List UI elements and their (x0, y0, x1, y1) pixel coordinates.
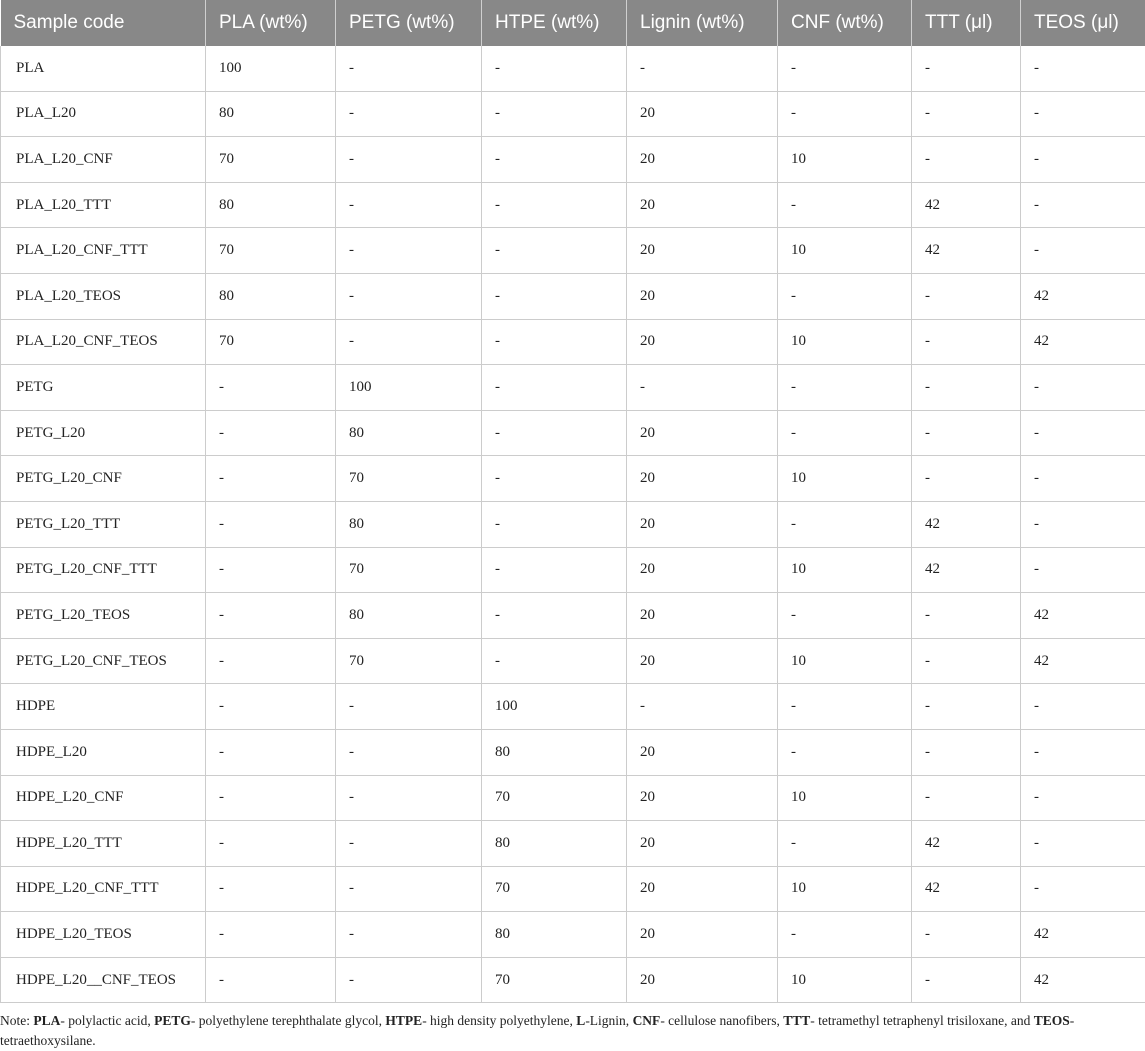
cell-ttt: - (912, 137, 1021, 183)
header-petg: PETG (wt%) (336, 0, 482, 46)
cell-cnf: 10 (778, 319, 912, 365)
cell-sample-code: PLA_L20_CNF (1, 137, 206, 183)
cell-ttt: 42 (912, 821, 1021, 867)
cell-sample-code: PETG_L20 (1, 410, 206, 456)
cell-sample-code: HDPE (1, 684, 206, 730)
table-row (1, 821, 1145, 867)
table-row (1, 46, 1145, 91)
cell-sample-code: PETG_L20_CNF (1, 456, 206, 502)
cell-htpe: - (482, 137, 627, 183)
cell-cnf: 10 (778, 137, 912, 183)
cell-cnf: 10 (778, 638, 912, 684)
cell-teos: - (1021, 137, 1145, 183)
header-sample-code: Sample code (1, 0, 206, 46)
cell-sample-code: HDPE_L20_CNF (1, 775, 206, 821)
cell-htpe: - (482, 410, 627, 456)
cell-teos: - (1021, 501, 1145, 547)
cell-cnf: - (778, 46, 912, 91)
cell-petg: 70 (336, 456, 482, 502)
cell-teos: - (1021, 410, 1145, 456)
cell-lignin: 20 (627, 957, 778, 1003)
cell-pla: 100 (206, 46, 336, 91)
table-row (1, 775, 1145, 821)
cell-petg: 70 (336, 547, 482, 593)
cell-ttt: - (912, 91, 1021, 137)
cell-cnf: - (778, 912, 912, 958)
cell-htpe: - (482, 46, 627, 91)
cell-petg: - (336, 957, 482, 1003)
cell-htpe: - (482, 593, 627, 639)
cell-cnf: - (778, 273, 912, 319)
cell-petg: - (336, 182, 482, 228)
cell-lignin: 20 (627, 638, 778, 684)
cell-petg: - (336, 273, 482, 319)
cell-sample-code: PETG_L20_TTT (1, 501, 206, 547)
table-row (1, 137, 1145, 183)
cell-ttt: 42 (912, 547, 1021, 593)
cell-htpe: 100 (482, 684, 627, 730)
cell-cnf: - (778, 410, 912, 456)
cell-cnf: 10 (778, 228, 912, 274)
table-note (0, 1011, 1135, 1051)
cell-sample-code: PLA_L20_CNF_TTT (1, 228, 206, 274)
note-definition: - cellulose nanofibers, (660, 1013, 784, 1028)
cell-teos: - (1021, 182, 1145, 228)
cell-ttt: - (912, 46, 1021, 91)
cell-sample-code: PLA_L20_CNF_TEOS (1, 319, 206, 365)
cell-teos: - (1021, 365, 1145, 411)
cell-htpe: 80 (482, 912, 627, 958)
cell-cnf: - (778, 684, 912, 730)
cell-lignin: - (627, 46, 778, 91)
cell-lignin: 20 (627, 228, 778, 274)
cell-htpe: 70 (482, 866, 627, 912)
cell-lignin: 20 (627, 729, 778, 775)
cell-lignin: - (627, 365, 778, 411)
cell-sample-code: PLA_L20_TEOS (1, 273, 206, 319)
cell-teos: - (1021, 456, 1145, 502)
cell-ttt: - (912, 273, 1021, 319)
cell-pla: - (206, 456, 336, 502)
cell-sample-code: PETG_L20_TEOS (1, 593, 206, 639)
note-definition: - tetraethoxysilane. (0, 1013, 1075, 1048)
cell-petg: - (336, 912, 482, 958)
note-definition: - polyethylene terephthalate glycol, (190, 1013, 386, 1028)
cell-cnf: 10 (778, 775, 912, 821)
cell-htpe: - (482, 638, 627, 684)
cell-lignin: 20 (627, 319, 778, 365)
cell-cnf: - (778, 821, 912, 867)
header-lignin: Lignin (wt%) (627, 0, 778, 46)
cell-ttt: 42 (912, 501, 1021, 547)
header-cnf: CNF (wt%) (778, 0, 912, 46)
cell-htpe: - (482, 91, 627, 137)
cell-pla: - (206, 866, 336, 912)
cell-htpe: - (482, 228, 627, 274)
cell-htpe: - (482, 273, 627, 319)
cell-ttt: - (912, 319, 1021, 365)
note-definition: - polylactic acid, (60, 1013, 155, 1028)
cell-pla: - (206, 821, 336, 867)
cell-ttt: - (912, 593, 1021, 639)
cell-ttt: - (912, 729, 1021, 775)
cell-teos: 42 (1021, 593, 1145, 639)
cell-petg: - (336, 319, 482, 365)
cell-sample-code: PLA (1, 46, 206, 91)
cell-sample-code: PETG_L20_CNF_TTT (1, 547, 206, 593)
cell-ttt: - (912, 456, 1021, 502)
cell-lignin: 20 (627, 137, 778, 183)
cell-htpe: - (482, 319, 627, 365)
table-row (1, 729, 1145, 775)
table-row (1, 456, 1145, 502)
note-term: L (576, 1013, 586, 1028)
cell-sample-code: HDPE_L20 (1, 729, 206, 775)
cell-ttt: - (912, 775, 1021, 821)
cell-cnf: 10 (778, 957, 912, 1003)
cell-teos: 42 (1021, 957, 1145, 1003)
cell-pla: - (206, 729, 336, 775)
cell-sample-code: PETG_L20_CNF_TEOS (1, 638, 206, 684)
cell-ttt: - (912, 912, 1021, 958)
cell-ttt: - (912, 684, 1021, 730)
table-row (1, 365, 1145, 411)
note-definition: - high density polyethylene, (422, 1013, 577, 1028)
cell-petg: - (336, 821, 482, 867)
cell-pla: 70 (206, 319, 336, 365)
cell-petg: - (336, 729, 482, 775)
cell-teos: - (1021, 547, 1145, 593)
header-htpe: HTPE (wt%) (482, 0, 627, 46)
cell-teos: 42 (1021, 912, 1145, 958)
cell-lignin: 20 (627, 456, 778, 502)
cell-teos: - (1021, 91, 1145, 137)
cell-sample-code: HDPE_L20_TTT (1, 821, 206, 867)
table-row (1, 273, 1145, 319)
cell-petg: 70 (336, 638, 482, 684)
cell-sample-code: PLA_L20 (1, 91, 206, 137)
cell-cnf: - (778, 729, 912, 775)
cell-petg: 80 (336, 593, 482, 639)
cell-petg: - (336, 46, 482, 91)
cell-htpe: 80 (482, 821, 627, 867)
cell-teos: - (1021, 46, 1145, 91)
cell-lignin: 20 (627, 91, 778, 137)
cell-sample-code: PLA_L20_TTT (1, 182, 206, 228)
cell-lignin: 20 (627, 775, 778, 821)
cell-htpe: 80 (482, 729, 627, 775)
cell-lignin: 20 (627, 912, 778, 958)
cell-petg: - (336, 91, 482, 137)
table-row (1, 410, 1145, 456)
header-pla: PLA (wt%) (206, 0, 336, 46)
cell-pla: 80 (206, 182, 336, 228)
note-term: TEOS (1033, 1013, 1070, 1028)
table-row (1, 547, 1145, 593)
table-body (1, 46, 1145, 1003)
cell-cnf: - (778, 91, 912, 137)
cell-pla: - (206, 912, 336, 958)
cell-htpe: - (482, 547, 627, 593)
cell-htpe: - (482, 501, 627, 547)
cell-petg: 80 (336, 410, 482, 456)
table-row (1, 638, 1145, 684)
cell-pla: 70 (206, 137, 336, 183)
table-row (1, 866, 1145, 912)
cell-teos: - (1021, 775, 1145, 821)
cell-ttt: - (912, 365, 1021, 411)
cell-pla: - (206, 501, 336, 547)
note-term: PETG (154, 1013, 191, 1028)
cell-ttt: 42 (912, 182, 1021, 228)
cell-sample-code: HDPE_L20__CNF_TEOS (1, 957, 206, 1003)
cell-teos: - (1021, 228, 1145, 274)
cell-cnf: - (778, 182, 912, 228)
note-term: PLA (33, 1013, 61, 1028)
cell-cnf: 10 (778, 866, 912, 912)
cell-lignin: 20 (627, 593, 778, 639)
cell-ttt: - (912, 410, 1021, 456)
cell-ttt: 42 (912, 866, 1021, 912)
cell-lignin: 20 (627, 410, 778, 456)
note-term: CNF (632, 1013, 661, 1028)
table-row (1, 501, 1145, 547)
cell-lignin: 20 (627, 866, 778, 912)
cell-pla: - (206, 775, 336, 821)
cell-sample-code: PETG (1, 365, 206, 411)
table-row (1, 182, 1145, 228)
note-definition: -Lignin, (585, 1013, 633, 1028)
note-prefix: Note: (0, 1013, 34, 1028)
cell-cnf: - (778, 593, 912, 639)
cell-lignin: 20 (627, 501, 778, 547)
cell-pla: 80 (206, 91, 336, 137)
cell-teos: - (1021, 684, 1145, 730)
header-teos: TEOS (μl) (1021, 0, 1145, 46)
cell-petg: - (336, 137, 482, 183)
cell-cnf: 10 (778, 547, 912, 593)
cell-htpe: - (482, 365, 627, 411)
cell-petg: - (336, 866, 482, 912)
header-ttt: TTT (μl) (912, 0, 1021, 46)
table-row (1, 228, 1145, 274)
cell-teos: 42 (1021, 273, 1145, 319)
cell-teos: - (1021, 729, 1145, 775)
cell-lignin: 20 (627, 547, 778, 593)
cell-petg: - (336, 684, 482, 730)
cell-teos: 42 (1021, 638, 1145, 684)
table-row (1, 319, 1145, 365)
cell-htpe: 70 (482, 957, 627, 1003)
cell-pla: - (206, 410, 336, 456)
cell-lignin: 20 (627, 821, 778, 867)
table-row (1, 593, 1145, 639)
cell-htpe: - (482, 456, 627, 502)
table-row (1, 684, 1145, 730)
note-term: TTT (783, 1013, 811, 1028)
cell-teos: - (1021, 866, 1145, 912)
cell-petg: - (336, 775, 482, 821)
cell-pla: 80 (206, 273, 336, 319)
cell-htpe: 70 (482, 775, 627, 821)
cell-pla: - (206, 593, 336, 639)
table-row (1, 957, 1145, 1003)
cell-pla: - (206, 547, 336, 593)
cell-pla: - (206, 365, 336, 411)
cell-lignin: 20 (627, 273, 778, 319)
cell-petg: 100 (336, 365, 482, 411)
cell-htpe: - (482, 182, 627, 228)
cell-pla: 70 (206, 228, 336, 274)
cell-cnf: - (778, 501, 912, 547)
cell-ttt: 42 (912, 228, 1021, 274)
cell-ttt: - (912, 957, 1021, 1003)
cell-sample-code: HDPE_L20_CNF_TTT (1, 866, 206, 912)
cell-lignin: - (627, 684, 778, 730)
cell-pla: - (206, 957, 336, 1003)
cell-cnf: 10 (778, 456, 912, 502)
cell-sample-code: HDPE_L20_TEOS (1, 912, 206, 958)
cell-ttt: - (912, 638, 1021, 684)
table-row (1, 912, 1145, 958)
note-definition: - tetramethyl tetraphenyl trisiloxane, and (810, 1013, 1034, 1028)
cell-pla: - (206, 684, 336, 730)
table-row (1, 91, 1145, 137)
cell-pla: - (206, 638, 336, 684)
cell-teos: - (1021, 821, 1145, 867)
header-row (1, 0, 1145, 46)
cell-lignin: 20 (627, 182, 778, 228)
cell-petg: - (336, 228, 482, 274)
cell-cnf: - (778, 365, 912, 411)
cell-teos: 42 (1021, 319, 1145, 365)
cell-petg: 80 (336, 501, 482, 547)
note-term: HTPE (385, 1013, 423, 1028)
